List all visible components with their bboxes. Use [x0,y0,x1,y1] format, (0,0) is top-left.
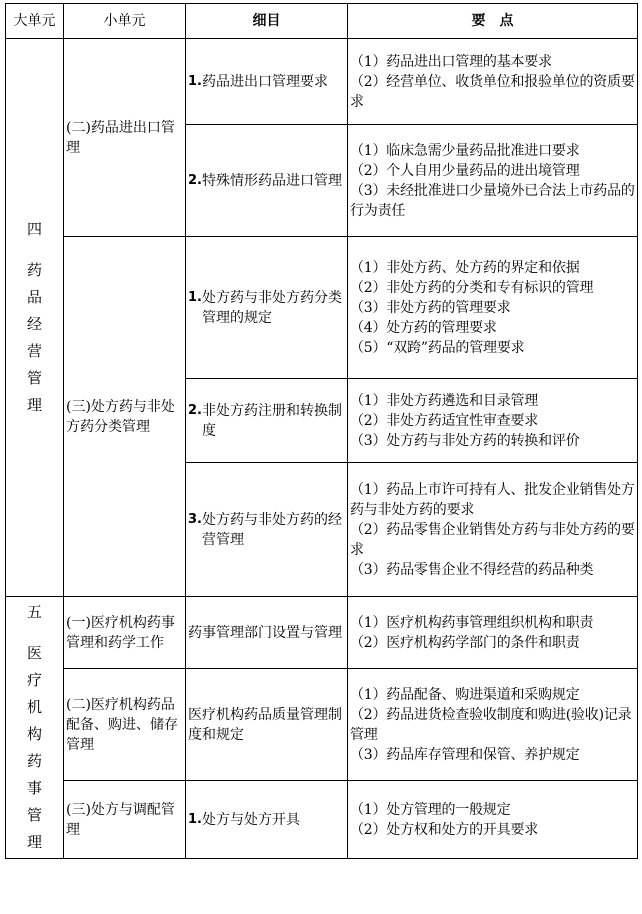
point-item: （1）临床急需少量药品批准进口要求 [350,142,580,159]
detail-number: 1. [188,811,202,827]
point-item: （2）药品零售企业销售处方药与非处方药的要求 [350,521,635,558]
points-cell [348,463,638,597]
table-row [6,669,638,781]
point-item: （1）药品上市许可持有人、批发企业销售处方药与非处方药的要求 [350,481,635,518]
subunit-cell: (二)医疗机构药品配备、购进、储存管理 [64,669,186,781]
header-unit: 大单元 [6,4,64,39]
point-item: （5）“双跨”药品的管理要求 [350,339,525,356]
detail-number: 1. [188,73,202,89]
point-item: （3）药品零售企业不得经营的药品种类 [350,561,594,578]
header-detail: 细目 [186,4,348,39]
detail-number: 1. [188,289,202,305]
point-item: （1）非处方药遴选和目录管理 [350,392,539,409]
points-cell [348,125,638,237]
table-row [6,39,638,125]
point-item: （3）处方药与非处方药的转换和评价 [350,432,580,449]
detail-text: 处方与处方开具 [201,811,300,828]
point-item: （2）经营单位、收货单位和报验单位的资质要求 [350,73,635,110]
points-cell [348,237,638,379]
header-subunit: 小单元 [64,4,186,39]
detail-text: 药品进出口管理要求 [201,73,328,90]
unit-number: 四 [26,220,42,238]
detail-cell [186,597,348,669]
detail-cell [186,379,348,463]
points-cell [348,669,638,781]
header-row [6,4,638,39]
points-cell [348,39,638,125]
point-item: （1）处方管理的一般规定 [350,801,511,818]
detail-text: 非处方药注册和转换制度 [201,402,342,439]
subunit-cell: (三)处方药与非处方药分类管理 [64,237,186,597]
points-cell [348,379,638,463]
detail-cell [186,669,348,781]
points-cell [348,781,638,859]
point-item: （1）医疗机构药事管理组织机构和职责 [350,614,594,631]
point-item: （1）药品配备、购进渠道和采购规定 [350,686,580,703]
point-item: （1）药品进出口管理的基本要求 [350,53,552,70]
subunit-cell: (一)医疗机构药事管理和药学工作 [64,597,186,669]
detail-cell [186,781,348,859]
detail-text: 处方药与非处方药的经营管理 [201,511,342,548]
unit-cell-5 [6,597,64,859]
point-item: （2）非处方药的分类和专有标识的管理 [350,279,594,296]
table-row [6,597,638,669]
point-item: （1）非处方药、处方药的界定和依据 [350,259,580,276]
detail-cell [186,463,348,597]
detail-cell [186,125,348,237]
point-item: （3）非处方药的管理要求 [350,299,511,316]
detail-text: 药事管理部门设置与管理 [188,624,342,641]
subunit-cell: (三)处方与调配管理 [64,781,186,859]
point-item: （2）个人自用少量药品的进出境管理 [350,162,580,179]
point-item: （2）医疗机构药学部门的条件和职责 [350,634,580,651]
unit-title: 药品经营管理 [26,261,42,414]
detail-number: 2. [188,402,202,418]
syllabus-table [5,3,638,859]
point-item: （2）处方权和处方的开具要求 [350,821,539,838]
detail-cell [186,237,348,379]
unit-cell-4 [6,39,64,597]
detail-number: 2. [188,172,202,188]
detail-text: 特殊情形药品进口管理 [201,172,342,189]
detail-number: 3. [188,511,202,527]
point-item: （3）药品库存管理和保管、养护规定 [350,746,580,763]
detail-text: 医疗机构药品质量管理制度和规定 [188,706,342,743]
table-row [6,237,638,379]
detail-cell [186,39,348,125]
unit-number: 五 [26,603,42,621]
point-item: （2）非处方药适宜性审查要求 [350,412,539,429]
point-item: （4）处方药的管理要求 [350,319,497,336]
header-points: 要 点 [348,4,638,39]
point-item: （2）药品进货检查验收制度和购进(验收)记录管理 [350,706,632,743]
subunit-cell: (二)药品进出口管理 [64,39,186,237]
point-item: （3）未经批准进口少量境外已合法上市药品的行为责任 [350,182,635,219]
points-cell [348,597,638,669]
unit-title: 医疗机构药事管理 [26,644,42,851]
detail-text: 处方药与非处方药分类管理的规定 [201,289,342,326]
table-row [6,781,638,859]
